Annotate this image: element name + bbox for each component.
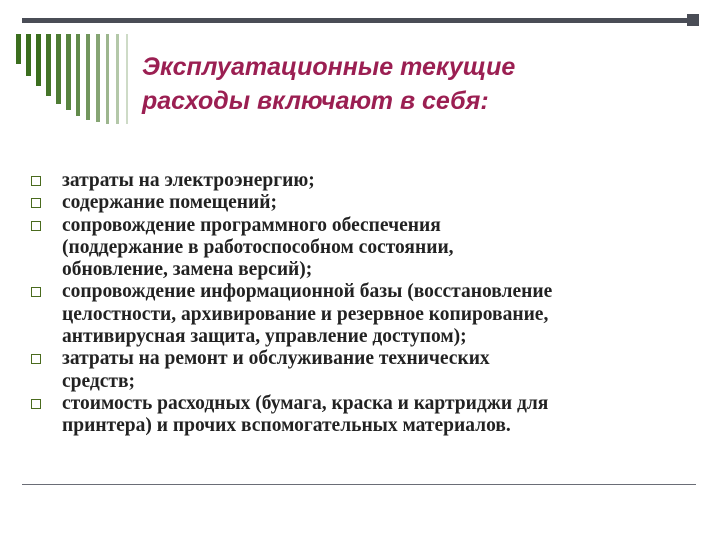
hollow-square-icon bbox=[31, 399, 41, 409]
bullet-line: (поддержание в работоспособном состоянии, bbox=[62, 236, 454, 258]
slide-title bbox=[142, 50, 682, 118]
bullet-line: сопровождение программного обеспечения bbox=[62, 214, 441, 236]
hollow-square-icon bbox=[31, 287, 41, 297]
top-divider-square bbox=[687, 14, 699, 26]
stripe bbox=[46, 34, 51, 96]
bullet-line: содержание помещений; bbox=[62, 192, 277, 214]
stripe bbox=[76, 34, 80, 116]
bullet-line: стоимость расходных (бумага, краска и картриджи для bbox=[62, 392, 549, 414]
bullet-item bbox=[30, 192, 680, 214]
hollow-square-icon bbox=[31, 354, 41, 364]
stripe bbox=[106, 34, 109, 124]
top-divider-line bbox=[22, 18, 696, 23]
slide-title-line: расходы включают в себя: bbox=[142, 87, 489, 115]
bullet-item bbox=[30, 348, 680, 393]
hollow-square-icon bbox=[31, 176, 41, 186]
stripe bbox=[36, 34, 41, 86]
bullet-list bbox=[30, 170, 680, 438]
bullet-item bbox=[30, 170, 680, 192]
bullet-line: принтера) и прочих вспомогательных материалов. bbox=[62, 415, 511, 437]
bullet-line: антивирусная защита, управление доступом); bbox=[62, 326, 467, 348]
bottom-divider-line bbox=[22, 484, 696, 485]
stripe bbox=[16, 34, 21, 64]
stripe bbox=[96, 34, 100, 122]
stripe bbox=[66, 34, 71, 110]
stripe bbox=[56, 34, 61, 104]
bullet-line: средств; bbox=[62, 370, 136, 392]
stripe bbox=[26, 34, 31, 76]
bullet-item bbox=[30, 215, 680, 282]
bullet-item bbox=[30, 393, 680, 438]
bullet-line: затраты на электроэнергию; bbox=[62, 170, 315, 191]
bullet-item bbox=[30, 281, 680, 348]
bullet-line: затраты на ремонт и обслуживание технических bbox=[62, 348, 490, 370]
bullet-line: целостности, архивирование и резервное копирование, bbox=[62, 303, 549, 325]
hollow-square-icon bbox=[31, 221, 41, 231]
stripe bbox=[86, 34, 90, 120]
bullet-line: обновление, замена версий); bbox=[62, 259, 313, 281]
slide-title-line: Эксплуатационные текущие bbox=[142, 53, 516, 81]
stripe bbox=[126, 34, 128, 124]
hollow-square-icon bbox=[31, 198, 41, 208]
stripe bbox=[116, 34, 119, 124]
bullet-line: сопровождение информационной базы (восстановление bbox=[62, 281, 553, 303]
vertical-stripes-decoration bbox=[16, 34, 146, 124]
